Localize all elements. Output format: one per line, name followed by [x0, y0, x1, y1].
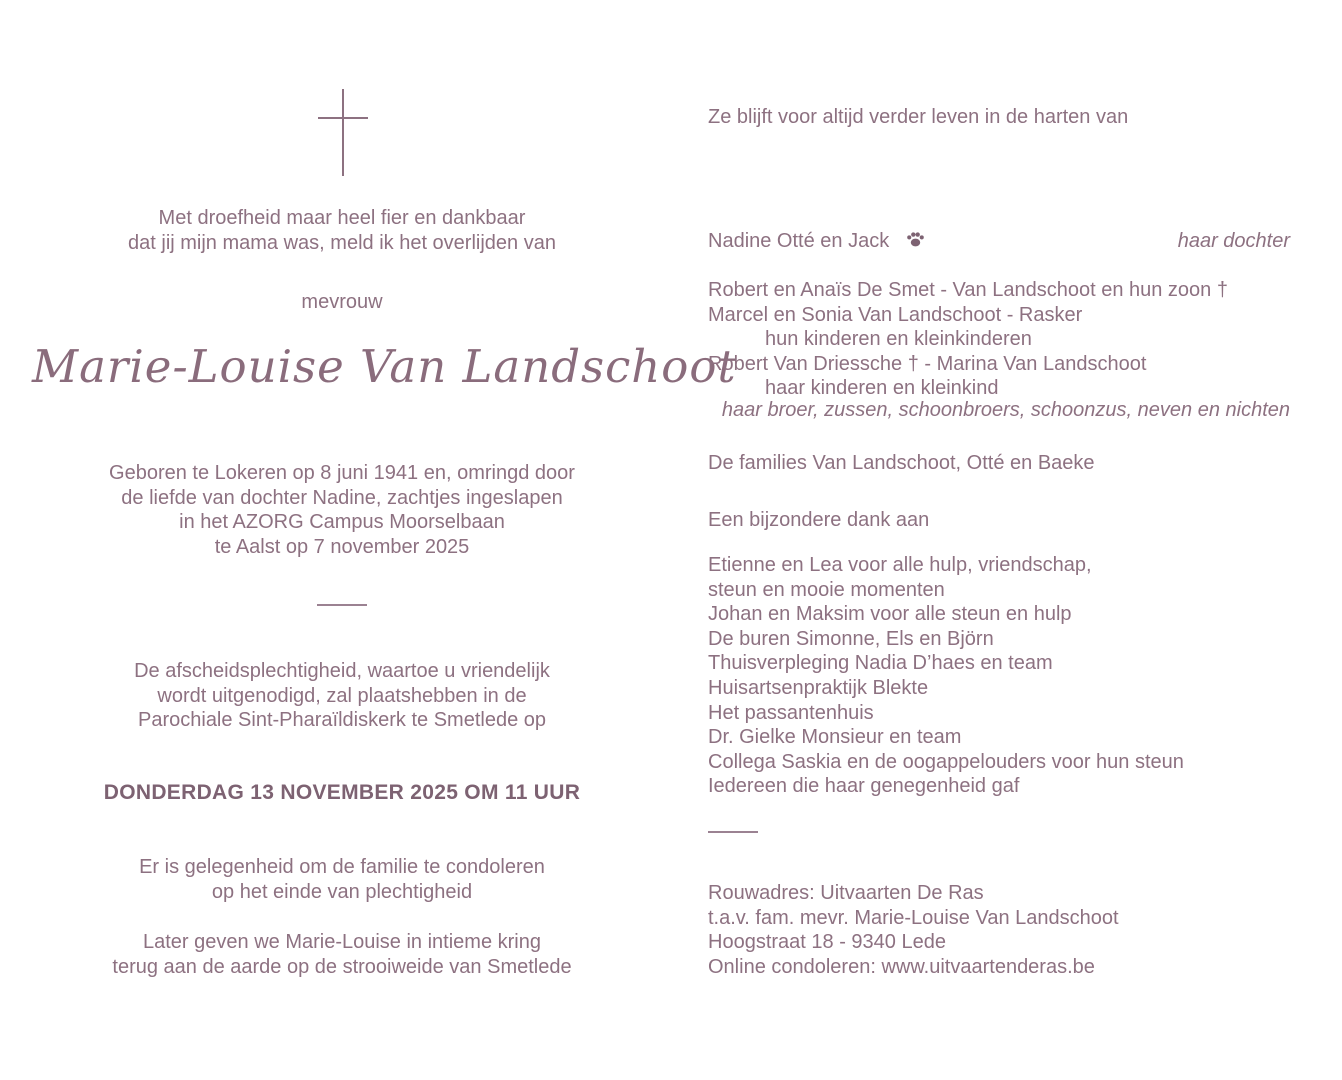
- condolence-text: [32, 855, 652, 904]
- text-line: wordt uitgenodigd, zal plaatshebben in de: [157, 684, 527, 707]
- daughter-name: Nadine Otté en Jack: [708, 230, 890, 252]
- text-line: de liefde van dochter Nadine, zachtjes ingeslapen: [121, 486, 563, 509]
- thanks-list: [708, 553, 1290, 799]
- salutation: mevrouw: [301, 291, 383, 313]
- daughter-relation: haar dochter: [1177, 230, 1290, 252]
- family-line: haar kinderen en kleinkind: [765, 377, 999, 400]
- text-line: in het AZORG Campus Moorselbaan: [179, 511, 505, 534]
- text-line: op het einde van plechtigheid: [211, 880, 473, 903]
- burial-text: [32, 930, 652, 979]
- thanks-line: Etienne en Lea voor alle hulp, vriendschap,: [708, 554, 1092, 576]
- address-line: Rouwadres: Uitvaarten De Ras: [708, 882, 984, 904]
- text-line: Geboren te Lokeren op 8 juni 1941 en, omringd door: [109, 462, 575, 484]
- thanks-line: Collega Saskia en de oogappelouders voor hun steun: [708, 750, 1184, 773]
- paw-icon: [906, 230, 925, 253]
- family-line: Robert Van Driessche † - Marina Van Landschoot: [708, 352, 1147, 375]
- thanks-line: steun en mooie momenten: [708, 578, 945, 601]
- right-divider: [708, 831, 758, 833]
- address-line: t.a.v. fam. mevr. Marie-Louise Van Landschoot: [708, 906, 1119, 929]
- text-line: De afscheidsplechtigheid, waartoe u vriendelijk: [134, 660, 550, 682]
- text-line: Parochiale Sint-Pharaïldiskerk te Smetlede op: [138, 709, 546, 732]
- thanks-line: Huisartsenpraktijk Blekte: [708, 676, 929, 699]
- thanks-line: De buren Simonne, Els en Björn: [708, 627, 994, 650]
- thanks-line: Iedereen die haar genegenheid gaf: [708, 775, 1020, 798]
- ceremony-date: DONDERDAG 13 NOVEMBER 2025 OM 11 UUR: [103, 781, 581, 804]
- thanks-line: Het passantenhuis: [708, 701, 874, 724]
- thanks-line: Thuisverpleging Nadia D’haes en team: [708, 652, 1053, 675]
- text-line: te Aalst op 7 november 2025: [214, 535, 470, 558]
- deceased-name: Marie-Louise Van Landschoot: [32, 340, 737, 393]
- right-header: Ze blijft voor altijd verder leven in de harten van: [708, 106, 1129, 128]
- mourning-address: [708, 881, 1290, 979]
- text-line: dat jij mijn mama was, meld ik het overlijden van: [128, 231, 556, 254]
- text-line: Er is gelegenheid om de familie te condoleren: [139, 856, 545, 878]
- thanks-header: Een bijzondere dank aan: [708, 509, 930, 531]
- ceremony-text: [32, 659, 652, 733]
- text-line: terug aan de aarde op de strooiweide van Smetlede: [112, 955, 572, 978]
- thanks-line: Johan en Maksim voor alle steun en hulp: [708, 603, 1072, 626]
- family-line: Robert en Anaïs De Smet - Van Landschoot en hun zoon †: [708, 279, 1228, 301]
- family-list: [708, 278, 1290, 401]
- thanks-line: Dr. Gielke Monsieur en team: [708, 726, 962, 749]
- intro-text: [32, 206, 652, 255]
- birth-death-text: [32, 461, 652, 559]
- address-line: Hoogstraat 18 - 9340 Lede: [708, 931, 946, 954]
- family-line: hun kinderen en kleinkinderen: [765, 328, 1032, 351]
- left-divider: [317, 604, 367, 606]
- families-line: De families Van Landschoot, Otté en Baeke: [708, 452, 1095, 474]
- text-line: Later geven we Marie-Louise in intieme kring: [143, 931, 541, 953]
- text-line: Met droefheid maar heel fier en dankbaar: [158, 207, 526, 229]
- cross-icon: [313, 88, 373, 183]
- daughter-row: [708, 229, 1290, 254]
- family-line: Marcel en Sonia Van Landschoot - Rasker: [708, 303, 1083, 326]
- relations-line: haar broer, zussen, schoonbroers, schoonzus, neven en nichten: [721, 399, 1290, 421]
- address-line: Online condoleren: www.uitvaartenderas.be: [708, 955, 1095, 978]
